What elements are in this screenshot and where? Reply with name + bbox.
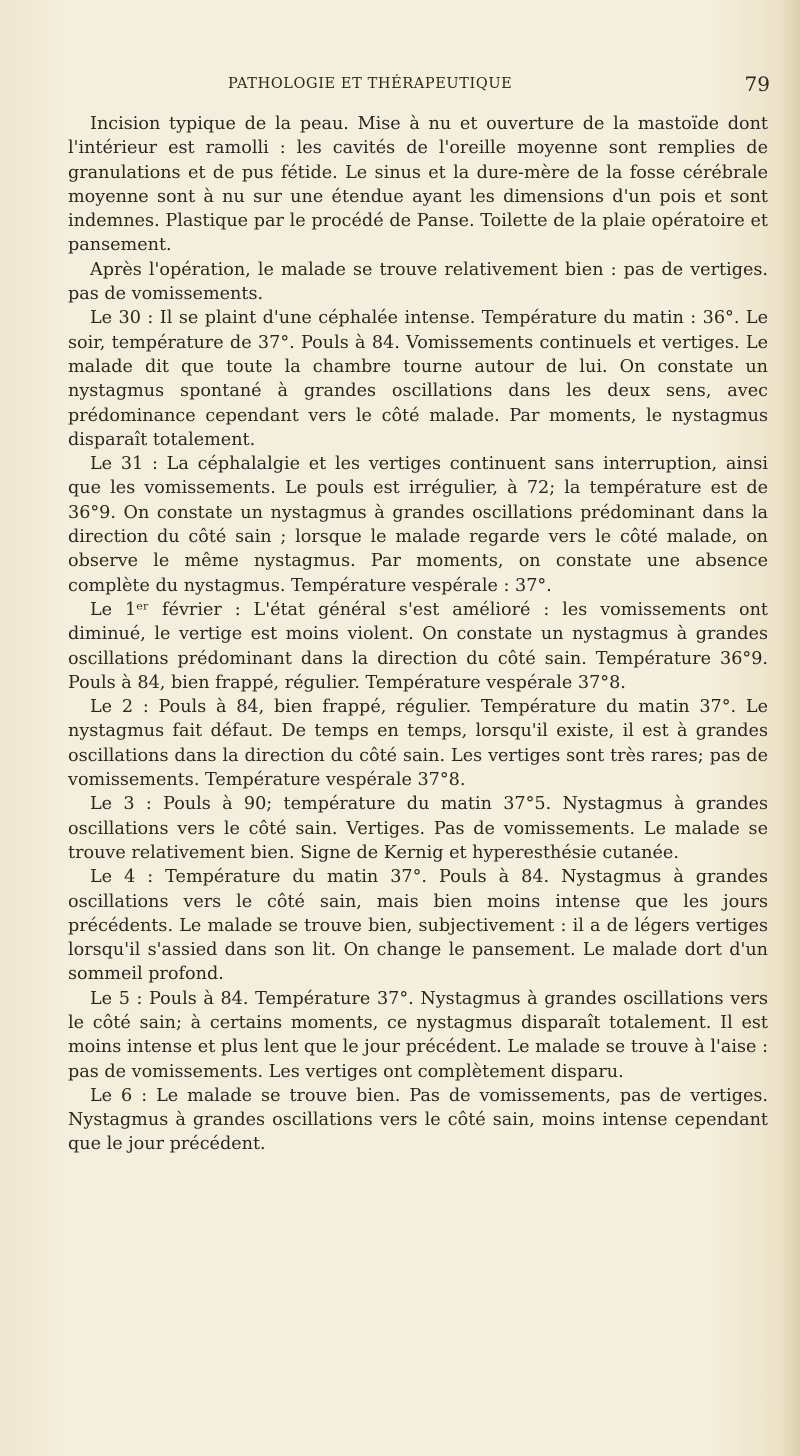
paragraph-1er-fevrier: Le 1ᵉʳ février : L'état général s'est amélioré : les vomissements ont diminué, le vertige est moins violent. On constate un nystagmus à grandes oscillations prédominant dans la direction du côté sain. Température 36°9. Pouls à 84, bien frappé, régulier. Température vespérale 37°8.: [68, 599, 768, 693]
paragraph-le-2: Le 2 : Pouls à 84, bien frappé, régulier. Température du matin 37°. Le nystagmus fait défaut. De temps en temps, lorsqu'il existe, il est à grandes oscillations dans la direction du côté sain. Les vertiges sont très rares; pas de vomissements. Température vespérale 37°8.: [68, 697, 768, 791]
running-title: PATHOLOGIE ET THÉRAPEUTIQUE: [228, 76, 513, 92]
paragraph-le-5: Le 5 : Pouls à 84. Température 37°. Nystagmus à grandes oscillations vers le côté sain; à certains moments, ce nystagmus disparaît totalement. Il est moins intense et plus lent que le jour précédent. Le malade se trouve à l'aise : pas de vomissements. Les vertiges ont complètement disparu.: [68, 988, 768, 1082]
paragraph-apres-operation: Après l'opération, le malade se trouve relativement bien : pas de vertiges. pas de vomissements.: [68, 259, 768, 305]
paragraph-incision: Incision typique de la peau. Mise à nu et ouverture de la mastoïde dont l'intérieur est ramolli : les cavités de l'oreille moyenne sont remplies de granulations et de pus fétide. Le sinus et la dure-mère de la fosse cérébrale moyenne sont à nu sur une étendue ayant les dimensions d'un pois et sont indemnes. Plastique par le procédé de Panse. Toilette de la plaie opératoire et pansement.: [68, 114, 768, 256]
page-edge-shadow: [778, 0, 800, 1456]
page-header: [70, 72, 770, 98]
paragraph-le-6: Le 6 : Le malade se trouve bien. Pas de vomissements, pas de vertiges. Nystagmus à grandes oscillations vers le côté sain, moins intense cependant que le jour précédent.: [68, 1085, 768, 1155]
paragraph-le-4: Le 4 : Température du matin 37°. Pouls à 84. Nystagmus à grandes oscillations vers le côté sain, mais bien moins intense que les jours précédents. Le malade se trouve bien, subjectivement : il a de légers vertiges lorsqu'il s'assied dans son lit. On change le pansement. Le malade dort d'un sommeil profond.: [68, 867, 768, 985]
page-number: 79: [744, 72, 770, 96]
paragraph-le-30: Le 30 : Il se plaint d'une céphalée intense. Température du matin : 36°. Le soir, température de 37°. Pouls à 84. Vomissements continuels et vertiges. Le malade dit que toute la chambre tourne autour de lui. On constate un nystagmus spontané à grandes oscillations dans les deux sens, avec prédominance cependant vers le côté malade. Par moments, le nystagmus disparaît totalement.: [68, 308, 768, 450]
paragraph-le-31: Le 31 : La céphalalgie et les vertiges continuent sans interruption, ainsi que les vomissements. Le pouls est irrégulier, à 72; la température est de 36°9. On constate un nystagmus à grandes oscillations prédominant dans la direction du côté sain ; lorsque le malade regarde vers le côté malade, on observe le même nystagmus. Par moments, on constate une absence complète du nystagmus. Température vespérale : 37°.: [68, 454, 768, 596]
paragraph-le-3: Le 3 : Pouls à 90; température du matin 37°5. Nystagmus à grandes oscillations vers le côté sain. Vertiges. Pas de vomissements. Le malade se trouve relativement bien. Signe de Kernig et hyperesthésie cutanée.: [68, 794, 768, 863]
body-text: [68, 112, 768, 1157]
